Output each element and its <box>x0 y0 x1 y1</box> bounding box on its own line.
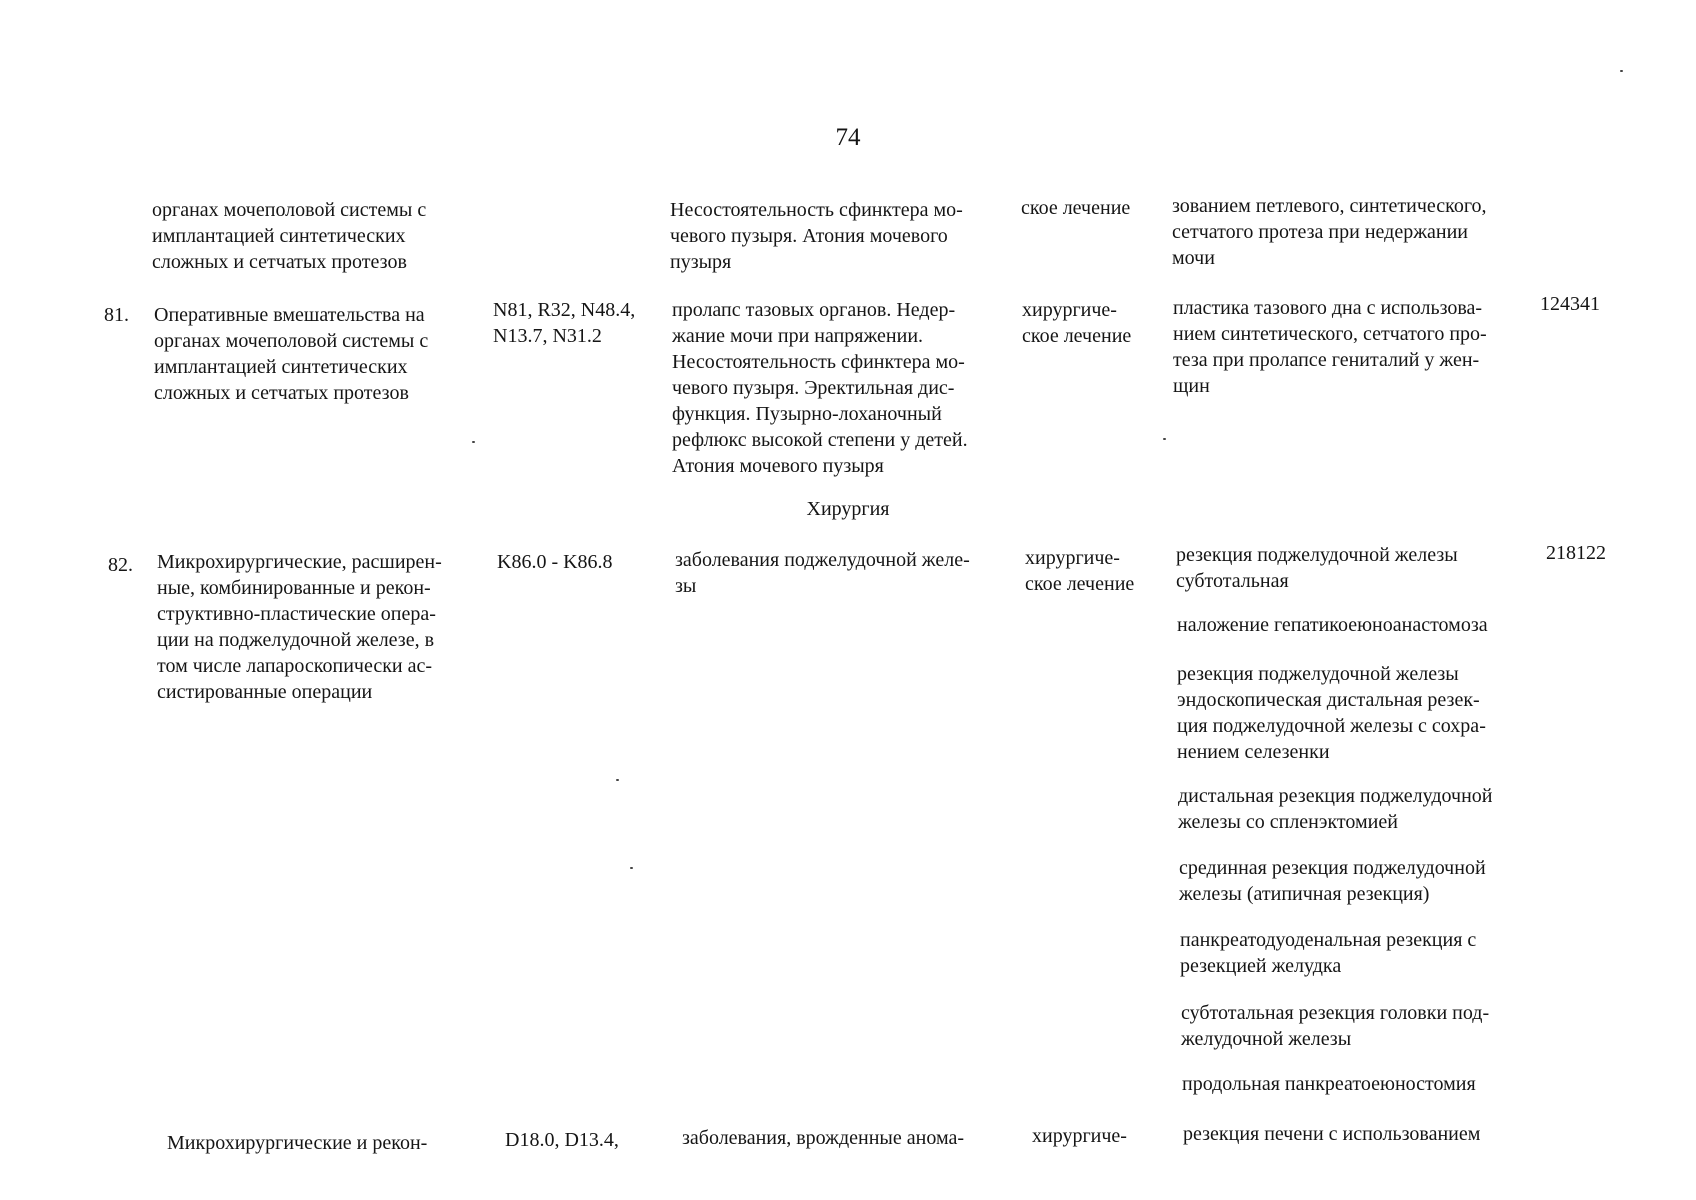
next-row-method: резекция печени с использованием <box>1183 1123 1481 1145</box>
row-82-method: наложение гепатикоеюноанастомоза <box>1177 614 1488 636</box>
row-82-method: субтотальная резекция головки под- желудочной железы <box>1181 1002 1490 1050</box>
page-number: 74 <box>835 124 861 151</box>
row-82-cost: 218122 <box>1546 542 1606 564</box>
row-82-method: дистальная резекция поджелудочной железы со спленэктомией <box>1178 785 1493 833</box>
row-82-treatment-type: хирургиче- ское лечение <box>1025 547 1135 595</box>
row-81-method: пластика тазового дна с использова- нием синтетического, сетчатого про- теза при пролапсе гениталий у жен- щин <box>1173 297 1487 397</box>
row-82-model: заболевания поджелудочной желе- зы <box>675 549 970 597</box>
row-82-number: 82. <box>108 554 133 576</box>
row-82-method: срединная резекция поджелудочной железы (атипичная резекция) <box>1179 857 1486 905</box>
continuation-model: Несостоятельность сфинктера мо- чевого пузыря. Атония мочевого пузыря <box>670 199 963 273</box>
next-row-model: заболевания, врожденные анома- <box>682 1127 965 1149</box>
continuation-method: зованием петлевого, синтетического, сетчатого протеза при недержании мочи <box>1172 195 1487 269</box>
scan-speck <box>630 867 633 869</box>
row-81-number: 81. <box>104 304 129 326</box>
row-81-codes: N81, R32, N48.4, N13.7, N31.2 <box>493 299 636 347</box>
next-row-treatment-type: хирургиче- <box>1032 1125 1127 1147</box>
row-81-cost: 124341 <box>1540 293 1600 315</box>
next-row-codes: D18.0, D13.4, <box>505 1129 619 1151</box>
scan-speck <box>1163 438 1166 440</box>
scan-speck <box>1620 70 1623 72</box>
row-81-model: пролапс тазовых органов. Недер- жание мочи при напряжении. Несостоятельность сфинктера мо- чевого пузыря. Эректильная дис- функция. Пузырно-лоханочный рефлюкс высокой степени у детей. Атония мочевого пузыря <box>672 299 968 477</box>
row-82-method: резекция поджелудочной железы субтотальная <box>1176 544 1458 592</box>
row-82-codes: K86.0 - K86.8 <box>497 551 613 573</box>
next-row-name: Микрохирургические и рекон- <box>167 1132 428 1154</box>
row-82-method: панкреатодуоденальная резекция с резекцией желудка <box>1180 929 1477 977</box>
row-82-method: резекция поджелудочной железы эндоскопическая дистальная резек- ция поджелудочной железы с сохра- нением селезенки <box>1177 663 1486 763</box>
continuation-name: органах мочеполовой системы с имплантацией синтетических сложных и сетчатых протезов <box>152 199 427 273</box>
row-82-name: Микрохирургические, расширен- ные, комбинированные и рекон- структивно-пластические опера- ции на поджелудочной железе, в том числе лапароскопически ас- систированные операции <box>157 551 442 703</box>
continuation-treatment-type: ское лечение <box>1021 197 1131 219</box>
section-title: Хирургия <box>806 498 890 520</box>
scan-speck <box>616 779 619 781</box>
scan-speck <box>472 441 475 443</box>
row-81-treatment-type: хирургиче- ское лечение <box>1022 299 1132 347</box>
row-82-method: продольная панкреатоеюностомия <box>1182 1073 1476 1095</box>
row-81-name: Оперативные вмешательства на органах мочеполовой системы с имплантацией синтетических сложных и сетчатых протезов <box>154 304 429 404</box>
